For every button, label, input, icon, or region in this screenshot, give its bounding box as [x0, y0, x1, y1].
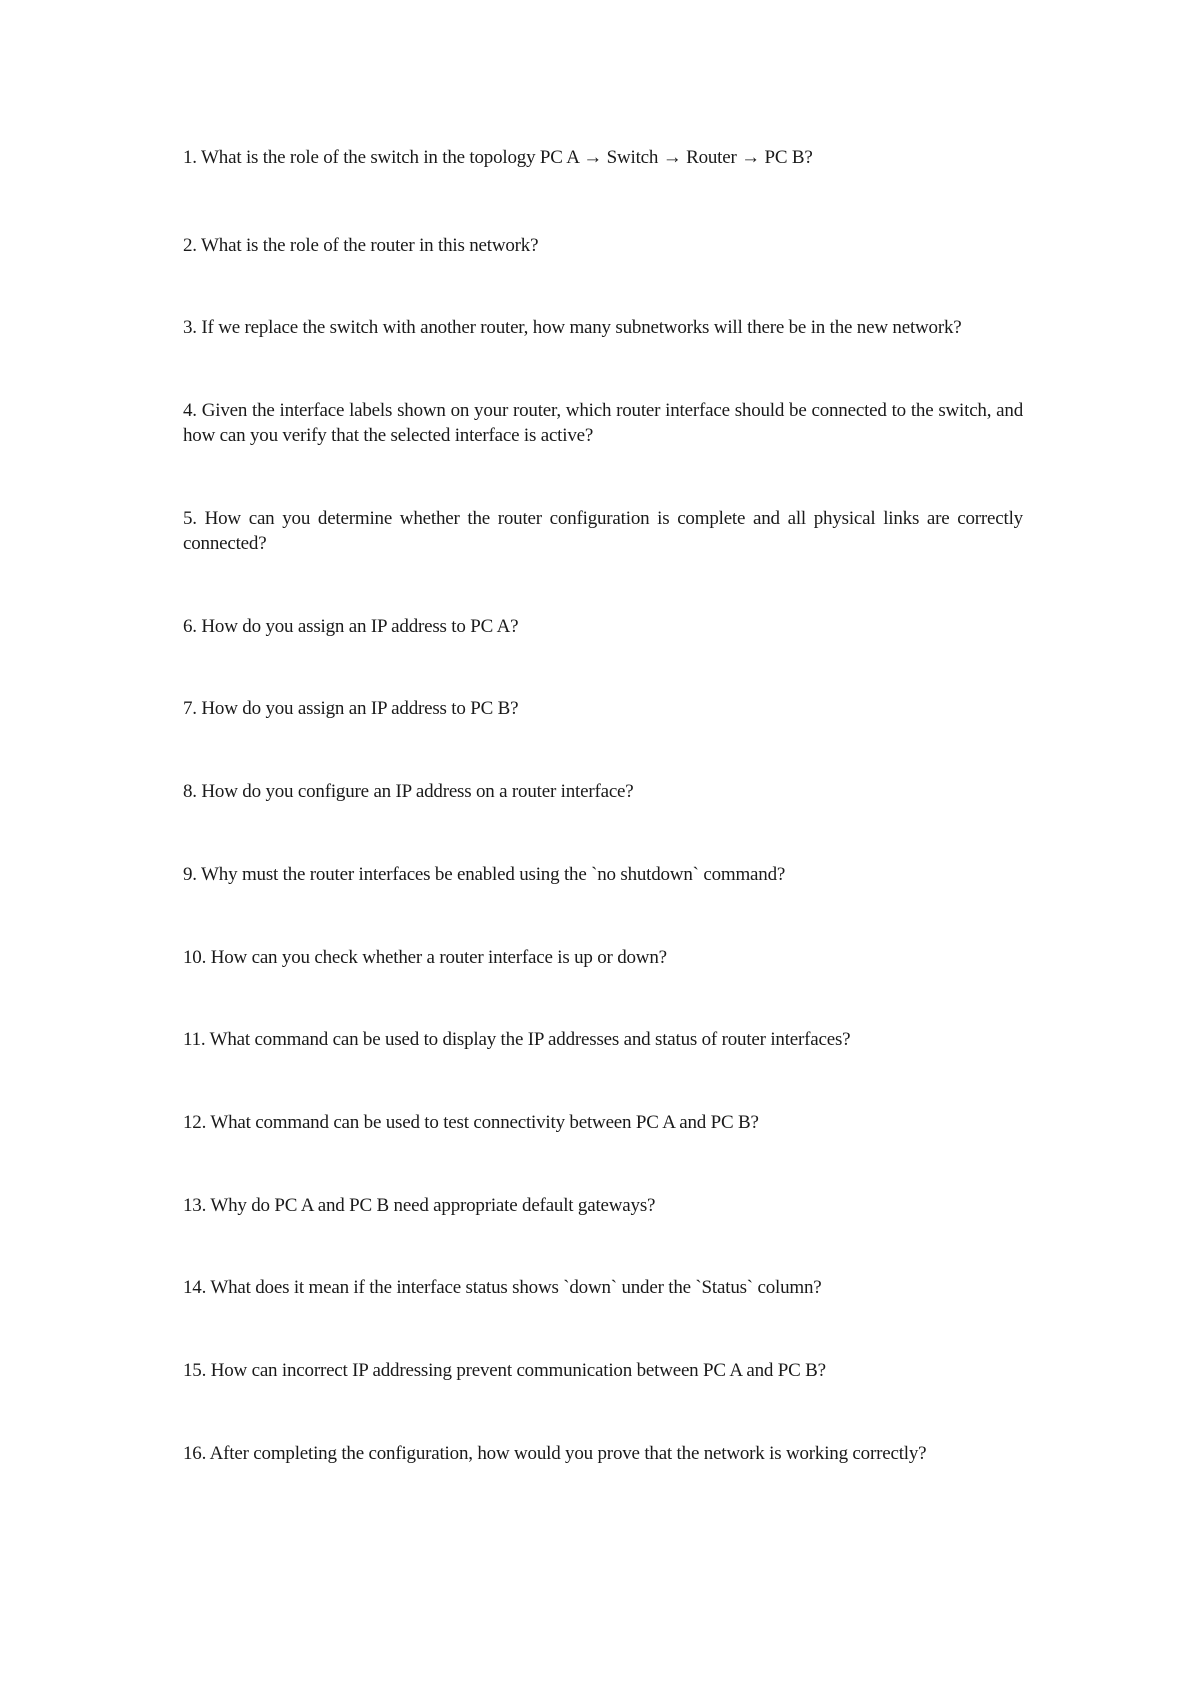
question-12: 12. What command can be used to test connectivity between PC A and PC B?	[183, 1112, 759, 1133]
question-16: 16. After completing the configuration, how would you prove that the network is working correctly?	[183, 1443, 927, 1464]
question-14: 14. What does it mean if the interface status shows `down` under the `Status` column?	[183, 1277, 822, 1298]
question-7: 7. How do you assign an IP address to PC B?	[183, 698, 519, 719]
question-2: 2. What is the role of the router in this network?	[183, 235, 539, 256]
question-8: 8. How do you configure an IP address on a router interface?	[183, 781, 634, 802]
question-10: 10. How can you check whether a router interface is up or down?	[183, 947, 667, 968]
question-3: 3. If we replace the switch with another router, how many subnetworks will there be in the new network?	[183, 317, 962, 338]
question-11: 11. What command can be used to display the IP addresses and status of router interfaces?	[183, 1029, 851, 1050]
question-6: 6. How do you assign an IP address to PC A?	[183, 616, 519, 637]
question-4: 4. Given the interface labels shown on your router, which router interface should be connected to the switch, and how can you verify that the selected interface is active?	[183, 400, 1023, 446]
question-5: 5. How can you determine whether the router configuration is complete and all physical links are correctly connected?	[183, 508, 1023, 554]
question-15: 15. How can incorrect IP addressing prevent communication between PC A and PC B?	[183, 1360, 826, 1381]
question-9: 9. Why must the router interfaces be enabled using the `no shutdown` command?	[183, 864, 786, 885]
question-13: 13. Why do PC A and PC B need appropriate default gateways?	[183, 1195, 656, 1216]
question-1: 1. What is the role of the switch in the topology PC A → Switch → Router → PC B?	[183, 147, 813, 168]
